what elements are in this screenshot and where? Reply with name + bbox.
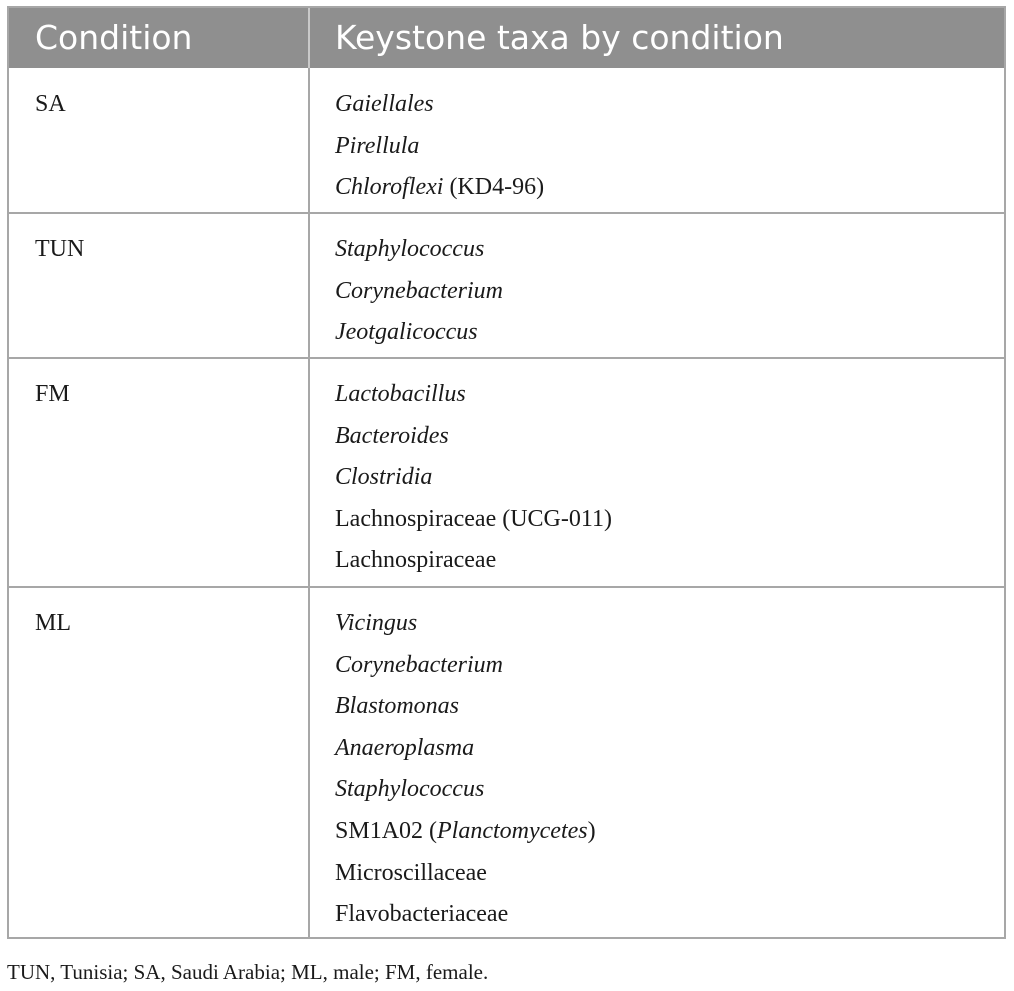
header-keystone-taxa: Keystone taxa by condition <box>335 18 784 57</box>
condition-cell: ML <box>35 610 71 636</box>
taxon-text: Vicingus <box>335 610 418 636</box>
taxon-text: Anaeroplasma <box>335 734 475 761</box>
taxon-text: (KD4-96) <box>443 174 545 201</box>
taxon-text: Lachnospiraceae <box>335 547 497 574</box>
taxon-item <box>335 858 596 900</box>
taxon-text: Corynebacterium <box>335 651 503 678</box>
taxon-text: Gaiellales <box>335 91 434 117</box>
taxon-text: Chloroflexi <box>335 174 444 201</box>
taxon-item <box>335 462 612 504</box>
taxon-item <box>335 608 596 650</box>
taxa-list <box>335 379 612 587</box>
table-row <box>9 68 1004 213</box>
taxon-item <box>335 774 596 816</box>
taxon-item <box>335 545 612 587</box>
header-column-divider <box>308 8 310 68</box>
column-divider <box>308 8 310 937</box>
taxon-text: Microscillaceae <box>335 859 487 886</box>
taxon-item <box>335 421 612 463</box>
taxon-item <box>335 317 503 359</box>
taxon-item <box>335 172 544 214</box>
table-footnote: TUN, Tunisia; SA, Saudi Arabia; ML, male; FM, female. <box>7 960 489 984</box>
table-header <box>9 8 1004 68</box>
taxon-text: ) <box>587 817 596 844</box>
taxon-item <box>335 650 596 692</box>
taxon-item <box>335 131 544 173</box>
taxon-text: Pirellula <box>335 132 420 159</box>
taxon-item <box>335 89 544 131</box>
condition-cell: TUN <box>35 236 85 262</box>
taxon-text: Flavobacteriaceae <box>335 901 509 928</box>
taxa-list <box>335 89 544 214</box>
taxon-item <box>335 816 596 858</box>
table-row <box>9 213 1004 358</box>
taxon-item <box>335 504 612 546</box>
taxon-item <box>335 691 596 733</box>
taxon-item <box>335 234 503 276</box>
condition-cell: SA <box>35 91 66 117</box>
condition-cell: FM <box>35 381 70 407</box>
taxon-item <box>335 899 596 941</box>
taxon-text: Lachnospiraceae (UCG-011) <box>335 505 612 532</box>
taxon-text: Corynebacterium <box>335 277 503 304</box>
taxon-text: Blastomonas <box>335 693 460 720</box>
taxon-text: Lactobacillus <box>335 381 466 407</box>
taxon-text: Bacteroides <box>335 422 449 449</box>
taxon-text: Jeotgalicoccus <box>335 319 478 346</box>
taxon-text: Clostridia <box>335 464 433 491</box>
taxa-list <box>335 608 596 941</box>
taxon-text: Staphylococcus <box>335 236 485 262</box>
taxon-item <box>335 379 612 421</box>
taxon-text: SM1A02 ( <box>335 817 438 844</box>
table-row <box>9 587 1004 939</box>
taxon-text: Staphylococcus <box>335 776 485 803</box>
header-condition: Condition <box>35 18 193 57</box>
table-row <box>9 358 1004 587</box>
taxon-item <box>335 733 596 775</box>
taxa-list <box>335 234 503 359</box>
taxon-text: Planctomycetes <box>437 817 588 844</box>
keystone-taxa-table <box>7 6 1006 939</box>
taxon-item <box>335 276 503 318</box>
